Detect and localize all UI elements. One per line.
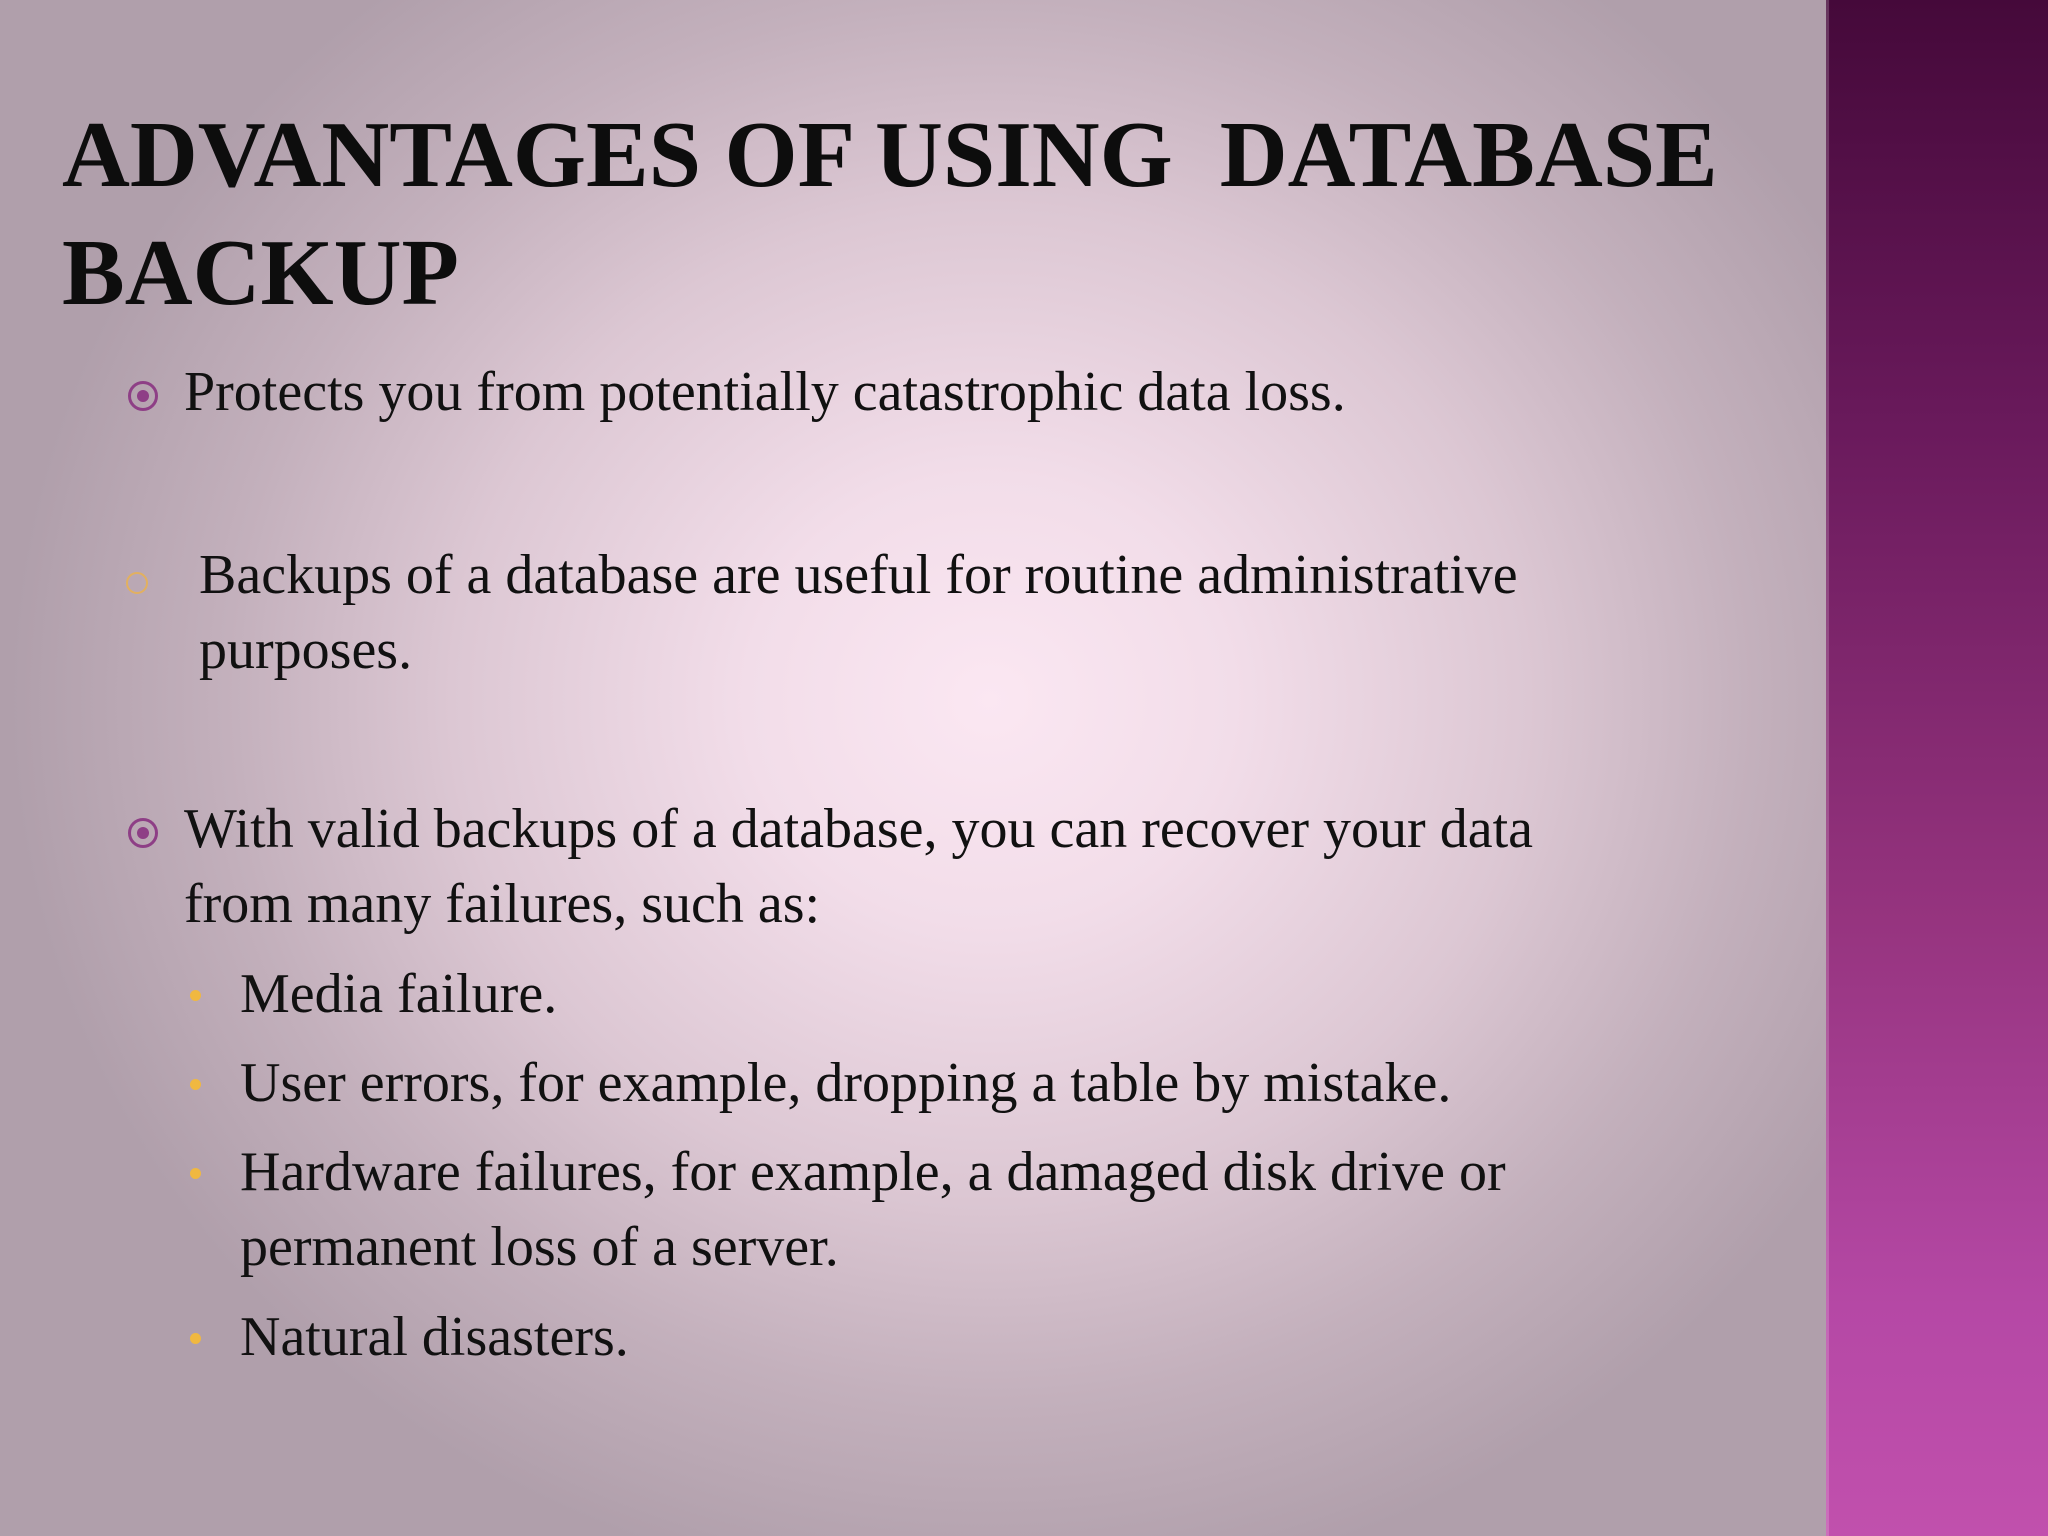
decorative-side-bar — [1826, 0, 2048, 1536]
bullet-routine-line1: Backups of a database are useful for routine administrative — [199, 544, 1518, 606]
bullet-recover-line2: from many failures, such as: — [184, 873, 821, 935]
target-circle-icon — [128, 381, 158, 411]
sub-item-hardware-line2: permanent loss of a server. — [240, 1216, 839, 1278]
bullet-protects: Protects you from potentially catastrophic data loss. — [184, 361, 1346, 423]
sub-item-hardware-line1: Hardware failures, for example, a damaged disk drive or — [240, 1141, 1506, 1203]
bullet-routine-line2: purposes. — [199, 619, 413, 681]
dot-bullet-icon — [190, 990, 201, 1001]
sub-item-natural-disasters: Natural disasters. — [240, 1306, 629, 1368]
slide-title: ADVANTAGES OF USING DATABASE BACKUP — [62, 103, 1742, 325]
bullet-recover-line1: With valid backups of a database, you can recover your data — [184, 798, 1533, 860]
dot-bullet-icon — [190, 1168, 201, 1179]
dot-bullet-icon — [190, 1333, 201, 1344]
dot-bullet-icon — [190, 1079, 201, 1090]
target-circle-icon — [128, 818, 158, 848]
side-bar-edge-line — [1826, 0, 1829, 1536]
hollow-circle-icon — [126, 572, 148, 594]
sub-item-user-errors: User errors, for example, dropping a table by mistake. — [240, 1052, 1452, 1114]
sub-item-media-failure: Media failure. — [240, 963, 558, 1025]
